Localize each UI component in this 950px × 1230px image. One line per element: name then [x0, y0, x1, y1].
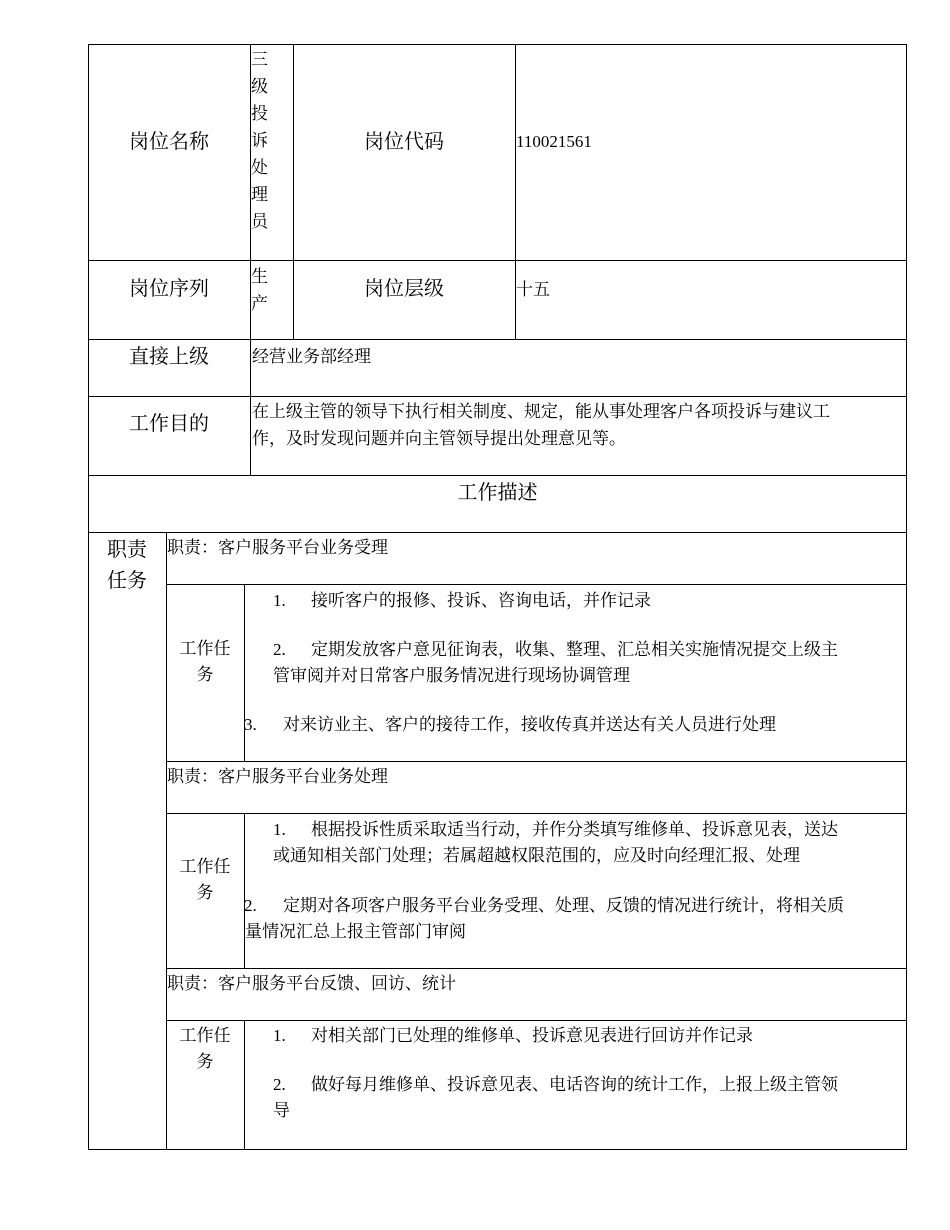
task-number: 2. — [273, 1075, 286, 1094]
col-divider — [244, 1020, 245, 1150]
task-label: 务 — [196, 883, 214, 902]
duty-title: 职责：客户服务平台业务处理 — [167, 767, 388, 786]
task-text: 接听客户的报修、投诉、咨询电话，并作记录 — [311, 591, 651, 610]
task-text: 做好每月维修单、投诉意见表、电话咨询的统计工作，上报上级主管领 — [311, 1075, 838, 1094]
task-number: 2. — [244, 896, 257, 915]
task-text: 根据投诉性质采取适当行动，并作分类填写维修单、投诉意见表，送达 — [311, 820, 838, 839]
task-number: 1. — [273, 591, 286, 610]
description-title: 工作描述 — [457, 482, 538, 504]
task-label: 务 — [196, 1052, 214, 1071]
task-text: 管审阅并对日常客户服务情况进行现场协调管理 — [273, 666, 630, 685]
task-text: 量情况汇总上报主管部门审阅 — [245, 922, 466, 941]
row-divider — [88, 532, 907, 533]
row-divider — [88, 339, 907, 340]
task-label: 务 — [196, 665, 214, 684]
row-divider — [166, 761, 907, 762]
row-divider — [88, 396, 907, 397]
task-label: 工作任 — [179, 1026, 231, 1045]
row-divider — [166, 813, 907, 814]
duties-label: 任务 — [107, 570, 147, 592]
purpose-line: 作，及时发现问题并向主管领导提出处理意见等。 — [252, 429, 626, 448]
job-level-value: 十五 — [516, 280, 550, 299]
task-text: 对相关部门已处理的维修单、投诉意见表进行回访并作记录 — [311, 1026, 753, 1045]
task-number: 1. — [273, 820, 286, 839]
job-code-label: 岗位代码 — [364, 131, 444, 153]
task-text: 导 — [273, 1101, 290, 1120]
duty-title: 职责：客户服务平台反馈、回访、统计 — [167, 974, 456, 993]
purpose-label: 工作目的 — [129, 413, 209, 435]
superior-value: 经营业务部经理 — [252, 347, 371, 366]
job-level-label: 岗位层级 — [364, 278, 444, 300]
purpose-line: 在上级主管的领导下执行相关制度、规定，能从事处理客户各项投诉与建议工 — [252, 402, 830, 421]
task-text: 定期对各项客户服务平台业务受理、处理、反馈的情况进行统计，将相关质 — [283, 896, 844, 915]
task-text: 对来访业主、客户的接待工作，接收传真并送达有关人员进行处理 — [283, 715, 776, 734]
row-divider — [166, 968, 907, 969]
row-divider — [166, 584, 907, 585]
col-divider — [244, 813, 245, 968]
job-name-value: 三级投诉处理员 — [251, 50, 268, 231]
duty-title: 职责：客户服务平台业务受理 — [167, 538, 388, 557]
row-divider — [166, 1020, 907, 1021]
task-number: 3. — [244, 715, 257, 734]
task-text: 定期发放客户意见征询表，收集、整理、汇总相关实施情况提交上级主 — [311, 640, 838, 659]
job-series-label: 岗位序列 — [129, 278, 209, 300]
task-label: 工作任 — [179, 857, 231, 876]
superior-label: 直接上级 — [129, 346, 209, 368]
row-divider — [88, 475, 907, 476]
job-series-value: 生产 — [251, 267, 268, 313]
task-number: 2. — [273, 640, 286, 659]
duties-label: 职责 — [107, 539, 147, 561]
task-label: 工作任 — [179, 639, 231, 658]
row-divider — [88, 260, 907, 261]
job-code-value: 110021561 — [516, 132, 592, 151]
task-number: 1. — [273, 1026, 286, 1045]
task-text: 或通知相关部门处理；若属超越权限范围的，应及时向经理汇报、处理 — [273, 846, 800, 865]
job-name-label: 岗位名称 — [129, 131, 209, 153]
